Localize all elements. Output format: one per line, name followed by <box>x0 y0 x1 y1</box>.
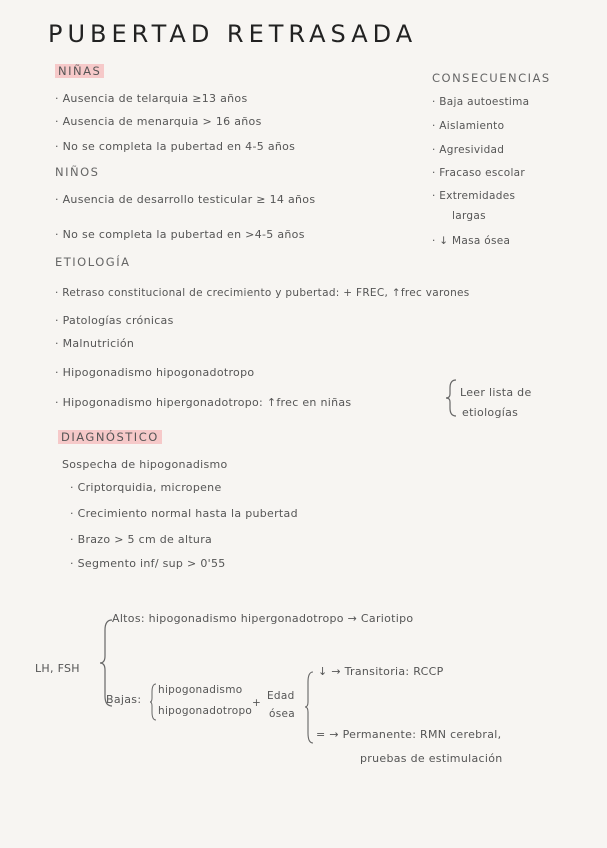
list-item: · Patologías crónicas <box>55 314 174 327</box>
list-item: · Aislamiento <box>432 120 505 132</box>
brace <box>446 378 460 418</box>
lhfsh-plus: + <box>252 697 262 709</box>
list-item: · No se completa la pubertad en >4-5 años <box>55 228 305 241</box>
brace <box>150 682 158 722</box>
lhfsh-permanente-2: pruebas de estimulación <box>360 752 503 765</box>
list-item: · Retraso constitucional de crecimiento y pubertad: + FREC, ↑frec varones <box>55 287 470 299</box>
list-item: · Brazo > 5 cm de altura <box>70 533 213 546</box>
list-item: · Malnutrición <box>55 337 135 350</box>
list-item: · Criptorquidia, micropene <box>70 481 222 494</box>
list-item: · Ausencia de menarquia > 16 años <box>55 115 262 128</box>
list-item: · No se completa la pubertad en 4-5 años <box>55 140 296 153</box>
list-item: · Baja autoestima <box>432 96 530 108</box>
list-item: largas <box>452 210 486 222</box>
list-item: · Segmento inf/ sup > 0'55 <box>70 557 226 570</box>
lhfsh-bajos: Bajas: <box>106 693 142 706</box>
lhfsh-transitoria: ↓ → Transitoria: RCCP <box>318 665 444 678</box>
diagnostico-lead: Sospecha de hipogonadismo <box>62 458 228 471</box>
etiologia-heading: ETIOLOGÍA <box>55 255 131 269</box>
diagnostico-heading: DIAGNÓSTICO <box>58 430 162 444</box>
list-item: · Hipogonadismo hipergonadotropo: ↑frec en niñas <box>55 396 352 409</box>
lhfsh-altos: Altos: hipogonadismo hipergonadotropo → Cariotipo <box>112 612 414 625</box>
ninas-heading: NIÑAS <box>55 64 104 78</box>
lhfsh-hipo2: hipogonadotropo <box>158 705 253 717</box>
etiologia-note: Leer lista de <box>460 386 532 399</box>
list-item: · Ausencia de telarquia ≥13 años <box>55 92 248 105</box>
list-item: · Hipogonadismo hipogonadotropo <box>55 366 255 379</box>
list-item: · Crecimiento normal hasta la pubertad <box>70 507 298 520</box>
brace <box>305 670 315 745</box>
consecuencias-heading: CONSECUENCIAS <box>432 71 551 85</box>
lhfsh-edad2: ósea <box>269 708 295 720</box>
page-title: PUBERTAD RETRASADA <box>48 20 418 48</box>
etiologia-note: etiologías <box>462 406 519 419</box>
lhfsh-hipo1: hipogonadismo <box>158 684 243 696</box>
lhfsh-edad1: Edad <box>267 690 295 702</box>
ninos-heading: NIÑOS <box>55 165 100 179</box>
list-item: · Extremidades <box>432 190 516 202</box>
list-item: · ↓ Masa ósea <box>432 235 511 247</box>
list-item: · Agresividad <box>432 144 505 156</box>
lhfsh-label: LH, FSH <box>35 662 80 675</box>
list-item: · Fracaso escolar <box>432 167 526 179</box>
lhfsh-permanente: = → Permanente: RMN cerebral, <box>316 728 502 741</box>
list-item: · Ausencia de desarrollo testicular ≥ 14 años <box>55 193 316 206</box>
